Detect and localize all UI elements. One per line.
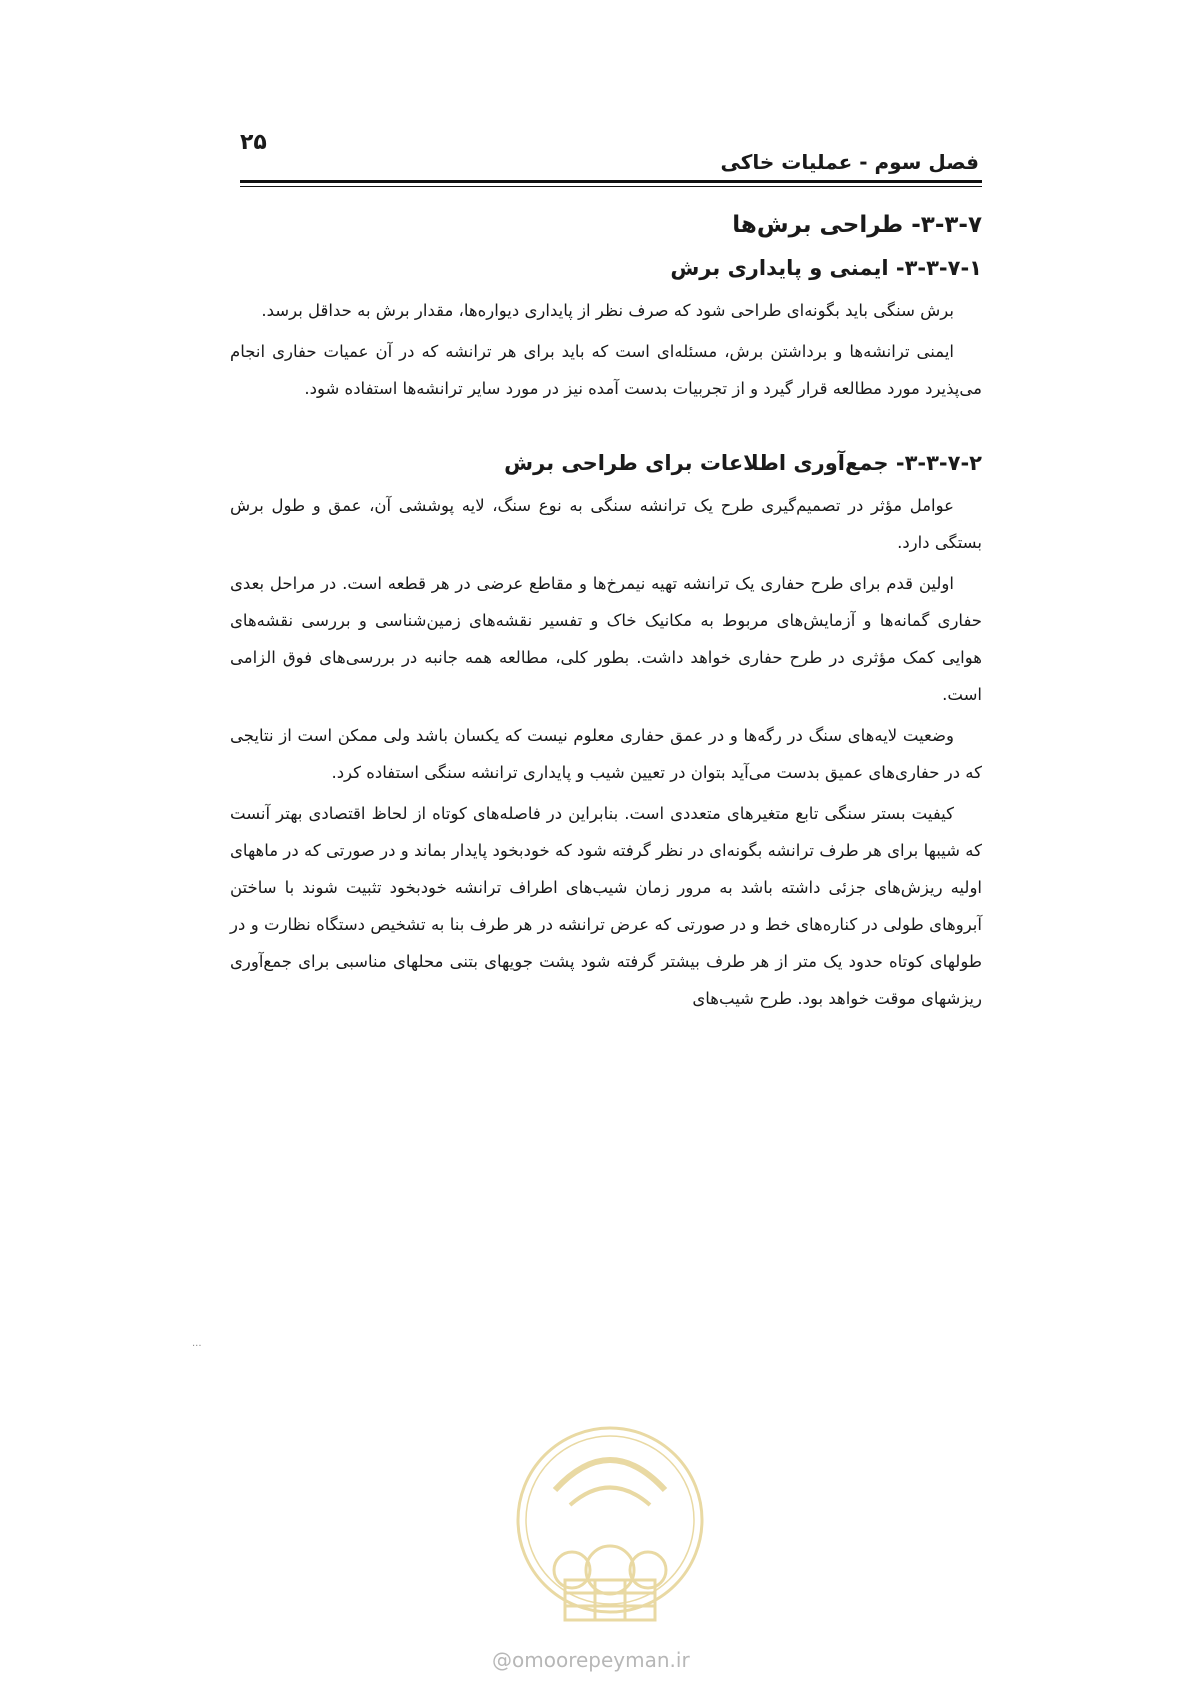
page-body [230,212,982,1021]
subsection-heading-data-collection: ۳-۳-۷-۲- جمع‌آوری اطلاعات برای طراحی برش [504,451,982,475]
stray-mark: ... [192,1338,202,1349]
paragraph: کیفیت بستر سنگی تابع متغیرهای متعددی است. بنابراین در فاصله‌های کوتاه از لحاظ اقتصادی بهتر آنست که شیبها برای هر طرف ترانشه بگونه‌ای در نظر گرفته شود که خودبخود پایدار بماند و در صورتی که در ماههای اولیه ریزش‌های جزئی داشته باشد به مرور زمان شیب‌های اطراف ترانشه خودبخود تثبیت شوند با ساختن آبروهای طولی در کناره‌های خط و در صورتی که عرض ترانشه در هر طرف بنا به تشخیص دستگاه نظارت و در طولهای کوتاه حدود یک متر از هر طرف بیشتر گرفته شود پشت جویهای بتنی محلهای مناسبی برای جمع‌آوری ریزشهای موقت خواهد بود. طرح شیب‌های [230,804,982,1008]
subsection-heading-safety: ۳-۳-۷-۱- ایمنی و پایداری برش [670,256,982,280]
paragraph: عوامل مؤثر در تصمیم‌گیری طرح یک ترانشه سنگی به نوع سنگ، لایه پوششی آن، عمق و طول برش بستگی دارد. [230,496,982,552]
page-number: ۲۵ [240,130,267,155]
watermark-seal-logo [510,1420,710,1640]
paragraph: برش سنگی باید بگونه‌ای طراحی شود که صرف نظر از پایداری دیواره‌ها، مقدار برش به حداقل برسد. [261,301,954,320]
chapter-title: فصل سوم - عملیات خاکی [720,150,979,174]
paragraph: وضعیت لایه‌های سنگ در رگه‌ها و در عمق حفاری معلوم نیست که یکسان باشد ولی ممکن است از نتایجی که در حفاری‌های عمیق بدست می‌آید بتوان در تعیین شیب و پایداری ترانشه سنگی استفاده کرد. [230,726,982,782]
section-heading: ۳-۳-۷- طراحی برش‌ها [732,212,982,238]
header-rule-thick [240,180,982,183]
header-rule-thin [240,186,982,187]
watermark-site-url: @omoorepeyman.ir [492,1648,690,1672]
paragraph: ایمنی ترانشه‌ها و برداشتن برش، مسئله‌ای است که باید برای هر ترانشه که در آن عمیات حفاری انجام می‌پذیرد مورد مطالعه قرار گیرد و از تجربیات بدست آمده نیز در مورد سایر ترانشه‌ها استفاده شود. [230,342,982,398]
paragraph: اولین قدم برای طرح حفاری یک ترانشه تهیه نیمرخ‌ها و مقاطع عرضی در هر قطعه است. در مراحل بعدی حفاری گمانه‌ها و آزمایش‌های مربوط به مکانیک خاک و تفسیر نقشه‌های زمین‌شناسی و بررسی نقشه‌های هوایی کمک مؤثری در طرح حفاری خواهد داشت. بطور کلی، مطالعه همه جانبه در بررسی‌های فوق الزامی است. [230,574,982,704]
